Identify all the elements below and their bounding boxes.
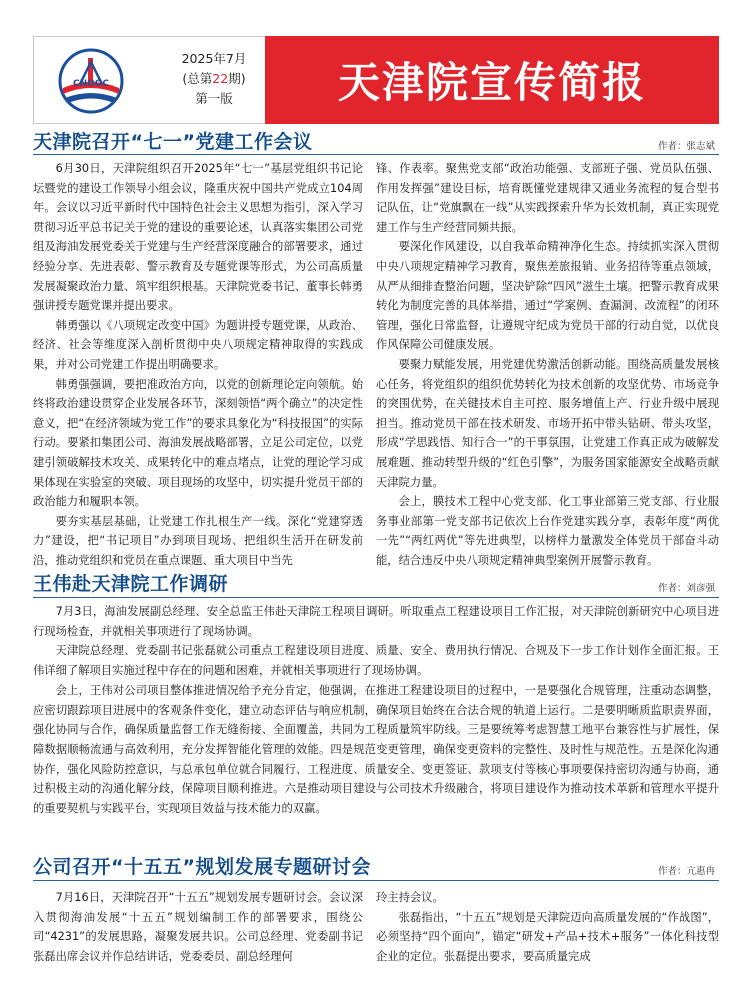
cnooc-logo-icon [58,48,124,114]
article1-paragraph: 会上，膜技术工程中心党支部、化工事业部第三党支部、行业服务事业部第一党支部书记依次上台作党建实践分享，表彰年度“两优一先”“两红两优”等先进典型，以榜样力量激发全体党员干部奋斗动能，结合违反中央八项规定精神典型案例开展警示教育。 [376,495,719,567]
article1-paragraph: 锋、作表率。聚焦党支部“政治功能强、支部班子强、党员队伍强、作用发挥强”建设目标，培育既懂党建规律又通业务流程的复合型书记队伍，让“党旗飘在一线”从实践探索升华为长效机制，真正实现党建工作与生产经营同频共振。 [376,162,719,234]
issue-info [164,49,264,109]
article3-header [33,855,719,879]
article3-divider [33,880,719,881]
article3-paragraph: 张磊指出，“十五五”规划是天津院迈向高质量发展的“作战图”，必须坚持“四个面向”，锚定“研发+产品+技术+服务”一体化科技型企业的定位。张磊提出要求，要高质量完成 [376,910,719,963]
article1-paragraph: 要聚力赋能发展，用党建优势激活创新动能。围绕高质量发展核心任务，将党组织的组织优势转化为技术创新的攻坚优势、市场竞争的突围优势，在关键技术自主可控、服务增值上产、行业升级中展现担当。推动党员干部在技术研发、市场开拓中带头钻研、带头攻坚，形成“学思践悟、知行合一”的干事氛围，让党建工作真正成为破解发展难题、推动转型升级的“红色引擎”，为服务国家能源安全战略贡献天津院力量。 [376,357,719,489]
issue-number: 22 [212,71,229,86]
article2-divider [33,597,719,598]
article1-paragraph: 韩勇强以《八项规定改变中国》为题讲授专题党课，从政治、经济、社会等维度深入剖析贯彻中央八项规定精神取得的实践成果，并对公司党建工作提出明确要求。 [33,318,363,371]
paper-name: 天津院宣传简报 [337,58,646,107]
article3-right-column [376,888,719,966]
masthead [33,36,719,124]
article3-paragraph: 7月16日，天津院召开“十五五”规划发展专题研讨会。会议深入贯彻海油发展“十五五”规划编制工作的部署要求，围绕公司“4231”的发展思路，凝聚发展共识。公司总经理、党委副书记张磊出席会议并作总结讲话，党委委员、副总经理何 [33,891,363,963]
article2-author: 作者：刘彦强 [657,583,715,594]
article1-paragraph: 要深化作风建设，以自我革命精神净化生态。持续抓实深入贯彻中央八项规定精神学习教育，聚焦差旅报销、业务招待等重点领域，从严从细排查整治问题，坚决铲除“四风”滋生土壤。把警示教育成果转化为制度完善的具体举措，通过“学案例、查漏洞、改流程”的闭环管理，强化日常监督，让遵规守纪成为党员干部的行动自觉，以优良作风保障公司健康发展。 [376,240,719,352]
article1-left-column [33,159,363,570]
article1-paragraph: 要夯实基层基础，让党建工作扎根生产一线。深化“党建穿透力”建设，把“书记项目”办到项目现场、把组织生活开在研发前沿，推动党组织和党员在重点课题、重大项目中当先 [33,514,363,567]
article1-right-column [376,159,719,570]
article2-paragraph: 天津院总经理、党委副书记张磊就公司重点工程建设项目进度、质量、安全、费用执行情况、合规及下一步工作计划作全面汇报。王伟详细了解项目实施过程中存在的问题和困难，并就相关事项进行了现场协调。 [33,644,719,678]
article3-title: 公司召开“十五五”规划发展专题研讨会 [33,856,371,878]
masthead-banner [265,36,719,124]
logo-text: CNOOC [72,79,110,89]
article1-header [33,130,719,154]
article2-header [33,572,719,596]
article1-author: 作者：张志斌 [657,141,715,152]
article2-body [33,602,719,819]
article2-title: 王伟赴天津院工作调研 [33,573,229,595]
article3-author: 作者：亢惠冉 [657,866,715,877]
article1-paragraph: 6月30日，天津院组织召开2025年“七一”基层党组织书记论坛暨党的建设工作领导小组会议，隆重庆祝中国共产党成立104周年。会议以习近平新时代中国特色社会主义思想为指引，深入学习贯彻习近平总书记关于党的建设的重要论述，认真落实集团公司党组及海油发展党委关于党建与生产经营深度融合的部署要求，通过经验分享、先进表彰、警示教育及专题党课等形式，为公司高质量发展凝聚政治力量、筑牢组织根基。天津院党委书记、董事长韩勇强讲授专题党课并提出要求。 [33,162,363,313]
masthead-info-panel [33,36,265,124]
issue-date: 2025年7月 [181,51,247,66]
article2-paragraph: 7月3日，海油发展副总经理、安全总监王伟赴天津院工程项目调研。听取重点工程建设项目工作汇报，对天津院创新研究中心项目进行现场检查，并就相关事项进行了现场协调。 [33,605,719,638]
article1-divider [33,154,719,155]
article1-title: 天津院召开“七一”党建工作会议 [33,131,313,153]
article2-paragraph: 会上，王伟对公司项目整体推进情况给予充分肯定，他强调，在推进工程建设项目的过程中，一是要强化合规管理，注重动态调整，应密切跟踪项目进展中的客观条件变化，建立动态评估与响应机制，确保项目始终在合法合规的轨道上运行。二是要明晰质监职责界面，强化协同与合作，确保质量监督工作无缝衔接、全面覆盖，共同为工程质量筑牢防线。三是要统筹考虑智慧工地平台兼容性与扩展性，保障数据顺畅流通与高效利用，充分发挥智能化管理的效能。四是规范变更管理，确保变更资料的完整性、及时性与规范性。五是深化沟通协作，强化风险防控意识，与总承包单位就合同履行、工程进度、质量安全、变更签证、款项支付等核心事项要保持密切沟通与协商，通过积极主动的沟通化解分歧，保障项目顺利推进。六是推动项目建设与公司技术升级融合，将项目建设作为推动技术革新和管理水平提升的重要契机与实践平台，实现项目效益与技术能力的双赢。 [33,683,719,816]
article3-paragraph: 玲主持会议。 [376,891,444,904]
article3-left-column [33,888,363,966]
edition-label: 第一版 [195,91,233,106]
article1-paragraph: 韩勇强强调，要把准政治方向，以党的创新理论定向领航。始终将政治建设贯穿企业发展各环节，深刻领悟“两个确立”的决定性意义，把“在经济领域为党工作”的要求具象化为“科技报国”的实际行动。要紧扣集团公司、海油发展战略部署，立足公司定位，以党建引领破解技术攻关、成果转化中的难点堵点，让党的理论学习成果体现在实验室的突破、项目现场的攻坚中，切实提升党员干部的政治能力和履职本领。 [33,377,363,509]
issue-number-line: (总第22期) [182,71,246,86]
